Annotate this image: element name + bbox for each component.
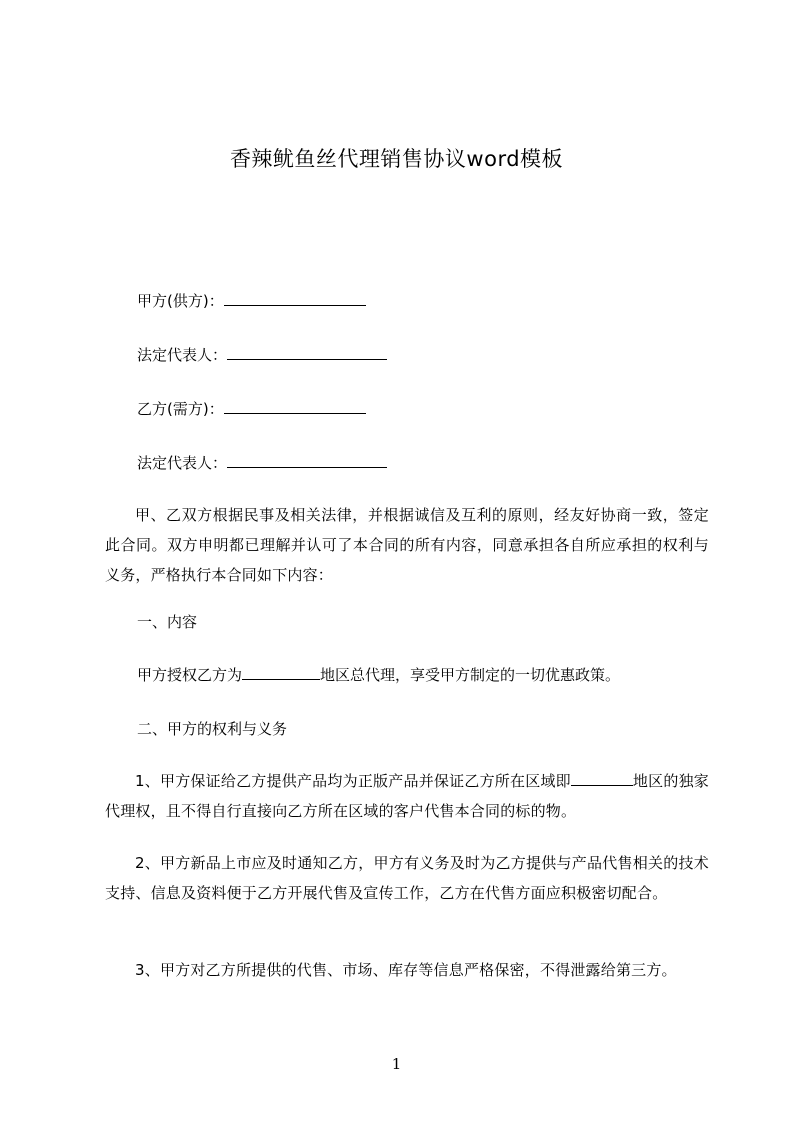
clause-3: 3、甲方对乙方所提供的代售、市场、库存等信息严格保密，不得泄露给第三方。: [135, 961, 677, 979]
section1-text-before: 甲方授权乙方为: [137, 666, 243, 684]
section1-text-after: 地区总代理，享受甲方制定的一切优惠政策。: [320, 666, 621, 684]
section2-heading: 二、甲方的权利与义务: [137, 720, 288, 738]
section1-text: [137, 664, 620, 686]
party-b-rep-label: 法定代表人：: [137, 454, 228, 472]
clause-1-after: 地区的独家代理权，且不得自行直接向乙方所在区域的客户代售本合同的标的物。: [105, 772, 709, 820]
party-a-blank: [224, 291, 366, 306]
section1-heading: 一、内容: [137, 613, 198, 631]
clause-2: 2、甲方新品上市应及时通知乙方，甲方有义务及时为乙方提供与产品代售相关的技术支持、信息及资料便于乙方开展代售及宣传工作，乙方在代售方面应积极密切配合。: [105, 854, 709, 902]
party-b-rep-blank: [227, 453, 387, 468]
party-a-line: [137, 290, 366, 312]
clause-1: [105, 766, 709, 826]
intro-paragraph: 甲、乙双方根据民事及相关法律，并根据诚信及互利的原则，经友好协商一致，签定此合同。双方申明都已理解并认可了本合同的所有内容，同意承担各自所应承担的权利与义务，严格执行本合同如下内容：: [105, 506, 709, 584]
section1-region-blank: [242, 665, 320, 680]
clause-1-before: 1、甲方保证给乙方提供产品均为正版产品并保证乙方所在区域即: [135, 772, 571, 790]
party-a-rep-line: [137, 344, 387, 366]
party-b-rep-line: [137, 452, 387, 474]
party-a-rep-label: 法定代表人：: [137, 346, 228, 364]
party-b-label: 乙方(需方)：: [137, 400, 224, 418]
party-b-line: [137, 398, 366, 420]
clause-1-region-blank: [571, 771, 633, 786]
page-number: 1: [391, 1055, 402, 1073]
party-a-rep-blank: [227, 345, 387, 360]
party-b-blank: [224, 399, 366, 414]
document-title: 香辣鱿鱼丝代理销售协议word模板: [229, 147, 564, 171]
party-a-label: 甲方(供方)：: [137, 292, 224, 310]
